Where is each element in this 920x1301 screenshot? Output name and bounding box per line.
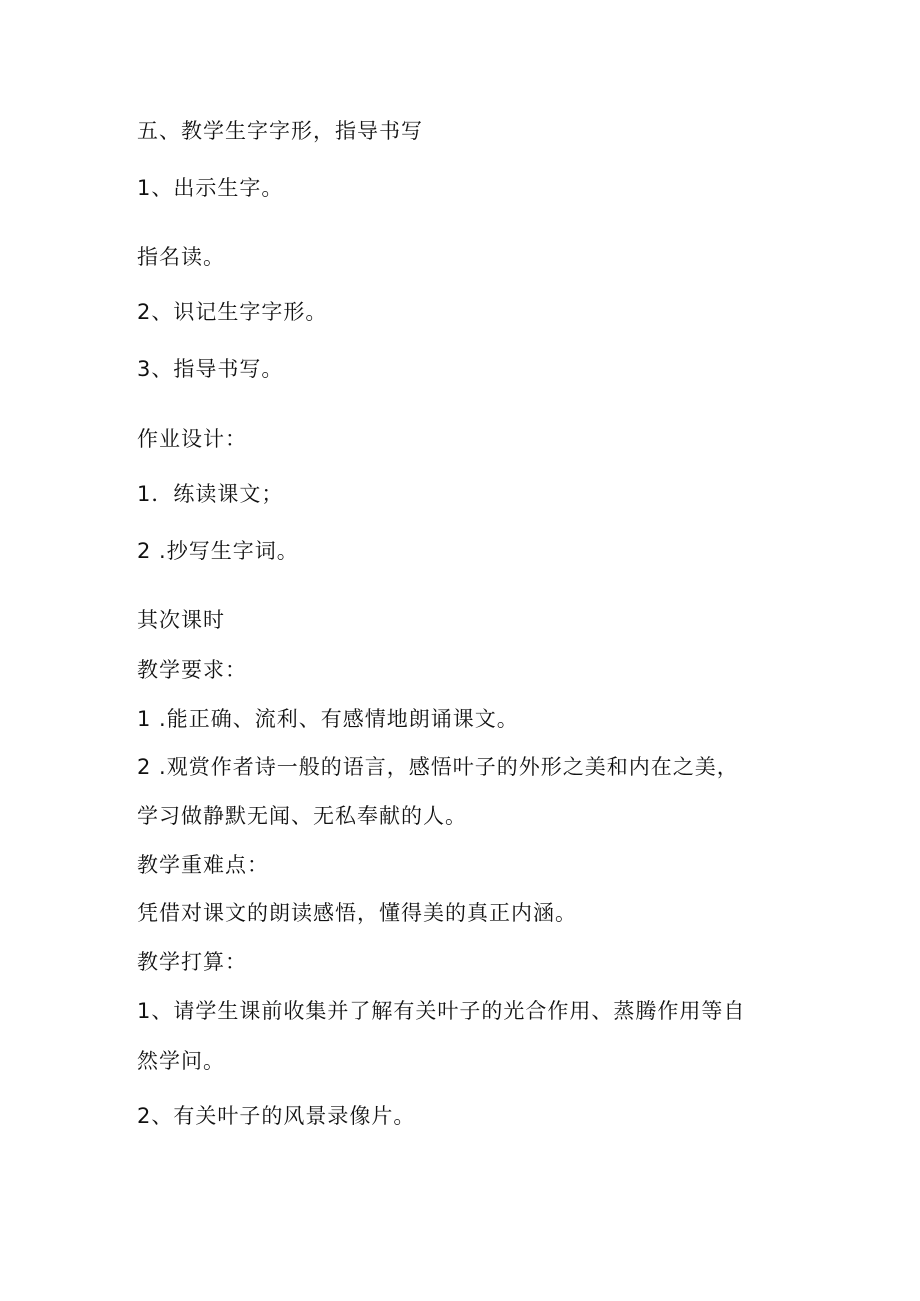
preparation-item-1: 1、请学生课前收集并了解有关叶子的光合作用、蒸腾作用等自 xyxy=(137,999,746,1023)
teaching-requirements-heading: 教学要求： xyxy=(137,658,247,682)
homework-item-2: 2 .抄写生字词。 xyxy=(137,539,299,563)
key-difficulties-heading: 教学重难点： xyxy=(137,853,269,877)
preparation-item-2: 2、有关叶子的风景录像片。 xyxy=(137,1104,416,1128)
second-lesson-heading: 其次课时 xyxy=(137,608,225,632)
key-difficulties-text: 凭借对课文的朗读感悟，懂得美的真正内涵。 xyxy=(137,901,577,925)
homework-heading: 作业设计： xyxy=(137,427,247,451)
teaching-preparation-heading: 教学打算： xyxy=(137,950,247,974)
requirement-item-2: 2 .观赏作者诗一般的语言，感悟叶子的外形之美和内在之美， xyxy=(137,755,739,779)
homework-item-1: 1．练读课文； xyxy=(137,482,284,506)
requirement-item-2-continued: 学习做静默无闻、无私奉献的人。 xyxy=(137,804,467,828)
preparation-item-1-continued: 然学问。 xyxy=(137,1049,225,1073)
text-line-memorize-forms: 2、识记生字字形。 xyxy=(137,300,328,324)
text-line-guide-writing: 3、指导书写。 xyxy=(137,357,284,381)
text-line-show-characters: 1、出示生字。 xyxy=(137,176,284,200)
requirement-item-1: 1 .能正确、流利、有感情地朗诵课文。 xyxy=(137,707,519,731)
section-heading-5: 五、教学生字字形，指导书写 xyxy=(137,119,423,143)
text-line-read-by-name: 指名读。 xyxy=(137,245,225,269)
